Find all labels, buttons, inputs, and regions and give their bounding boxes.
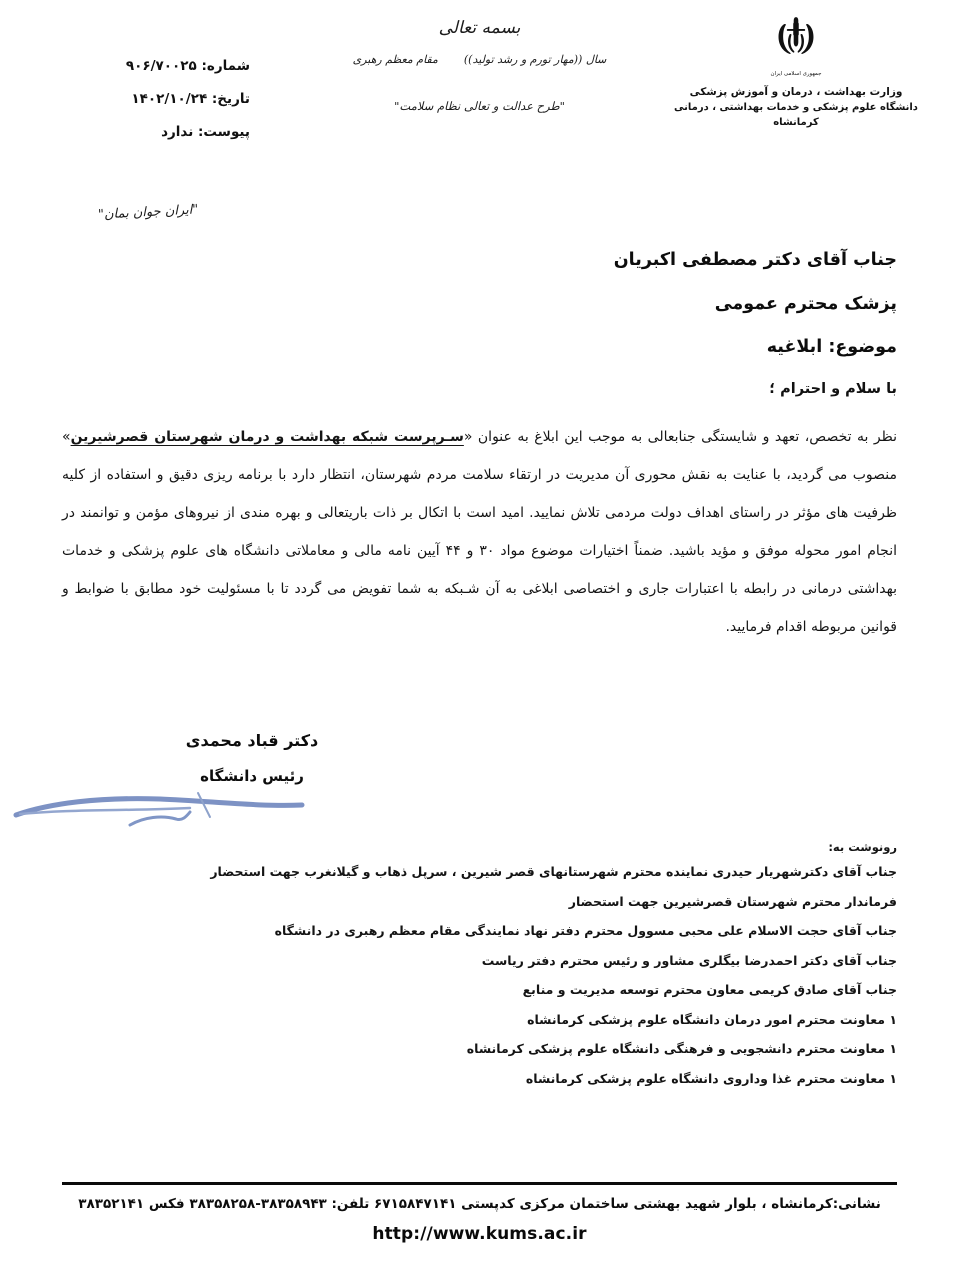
signatory-name: دکتر قباد محمدی	[185, 731, 319, 750]
letter-subject: موضوع: ابلاغیه	[766, 337, 897, 357]
attachment-label: پیوست:	[197, 124, 250, 140]
iran-national-emblem-icon	[773, 12, 819, 70]
handwritten-signature-icon	[10, 781, 310, 833]
cc-item: جناب آقای دکتر احمدرضا بیگلری مشاور و رئیس محترم دفتر ریاست	[481, 952, 897, 968]
university-name: دانشگاه علوم پزشکی و خدمات بهداشتی ، درمانی کرمانشاه	[674, 101, 918, 129]
body-part-one: نظر به تخصص، تعهد و شایستگی جنابعالی به موجب این ابلاغ به عنوان «	[463, 429, 897, 445]
document-date-label: تاریخ:	[211, 91, 250, 107]
signatory-title: رئیس دانشگاه	[200, 767, 304, 785]
invocation-block	[315, 20, 645, 114]
year-slogan: سال ((مهار تورم و رشد تولید))	[463, 53, 607, 66]
year-slogan-row	[315, 53, 645, 66]
document-number-row	[96, 58, 250, 74]
addressee-block	[337, 252, 897, 383]
appointment-title: سـرپرست شبکه بهداشت و درمان شهرستان قصرشیرین	[70, 429, 464, 445]
footer-website-url[interactable]: http://www.kums.ac.ir	[372, 1224, 587, 1244]
iran-youth-slogan: "ایران جوان بمان"	[97, 202, 199, 223]
letter-paragraph	[62, 418, 897, 646]
attachment-value: ندارد	[161, 124, 194, 140]
cc-item: جناب آقای صادق کریمی معاون محترم توسعه مدیریت و منابع	[522, 982, 897, 997]
cc-item: ۱ معاونت محترم غذا وداروی دانشگاه علوم پزشکی کرمانشاه	[525, 1070, 897, 1086]
document-date-row	[96, 91, 250, 107]
cc-item: ۱ معاونت محترم دانشجویی و فرهنگی دانشگاه علوم پزشکی کرمانشاه	[466, 1041, 897, 1056]
addressee-role: پزشک محترم عمومی	[714, 293, 897, 314]
ministry-name: وزارت بهداشت ، درمان و آموزش پزشکی	[689, 85, 903, 98]
cc-heading: رونوشت به:	[828, 840, 897, 854]
cc-item: فرماندار محترم شهرستان قصرشیرین جهت استحضار	[568, 893, 897, 909]
cc-item: جناب آقای دکترشهریار حیدری نماینده محترم شهرستانهای قصر شیرین ، سرپل ذهاب و گیلانغرب جهت استحضار	[210, 864, 897, 879]
footer-address: نشانی:کرمانشاه ، بلوار شهید بهشتی ساختمان مرکزی کدپستی ۶۷۱۵۸۴۷۱۴۱ تلفن: ۳۸۳۵۸۹۴۳-۳۸۳۵۸۲۵۸ فکس ۳۸۳۵۲۱۴۱	[78, 1196, 881, 1212]
document-date-value: ۱۴۰۲/۱۰/۲۴	[131, 91, 208, 107]
cc-item: جناب آقای حجت الاسلام علی محبی مسوول محترم دفتر نهاد نمایندگی مقام معظم رهبری در دانشگاه	[274, 923, 897, 938]
health-scheme-slogan: "طرح عدالت و تعالی نظام سلامت"	[394, 99, 565, 114]
letter-body	[62, 418, 897, 646]
letterhead	[0, 0, 959, 180]
cc-item: ۱ معاونت محترم امور درمان دانشگاه علوم پزشکی کرمانشاه	[527, 1011, 897, 1027]
emblem-caption: جمهوری اسلامی ایران	[770, 71, 822, 77]
salutation: با سلام و احترام ؛	[769, 381, 897, 397]
document-meta-block	[0, 58, 250, 157]
leader-attribution: مقام معظم رهبری	[352, 53, 438, 66]
addressee-name: جناب آقای دکتر مصطفی اکبریان	[613, 250, 897, 270]
document-number-label: شماره:	[201, 58, 250, 74]
carbon-copy-block	[62, 840, 897, 1102]
ministry-identity-block	[651, 12, 941, 131]
document-number-value: ۹۰۶/۷۰۰۲۵	[125, 58, 197, 74]
body-part-two: » منصوب می گردید، با عنایت به نقش محوری آن مدیریت در ارتقاء سلامت مردم شهرستان، انتظار دارد با برنامه ریزی دقیق و استفاده از کلیه ظرفیت های مؤثر در راستای اهداف دولت مردمی تلاش نمایید. امید است با اتکال بر ذات باریتعالی و بهره مندی از نیروهای مؤمن و توانمند در انجام امور محوله موفق و مؤید باشید. ضمناً اختیارات موضوع مواد ۳۰ و ۴۴ آیین نامه مالی و معاملاتی دانشگاه های علوم پزشکی و خدمات بهداشتی درمانی در رابطه با اعتبارات جاری و اختصاصی ابلاغی به آن شـبکه به شما تفویض می گردد تا با مسئولیت خود مطابق با ضوابط و قوانین مربوطه اقدام فرمایید.	[62, 429, 897, 636]
besmeh-taala: بسمه تعالی	[438, 18, 521, 38]
signature-block	[0, 733, 560, 784]
footer-divider	[62, 1182, 897, 1185]
attachment-row	[96, 124, 250, 140]
